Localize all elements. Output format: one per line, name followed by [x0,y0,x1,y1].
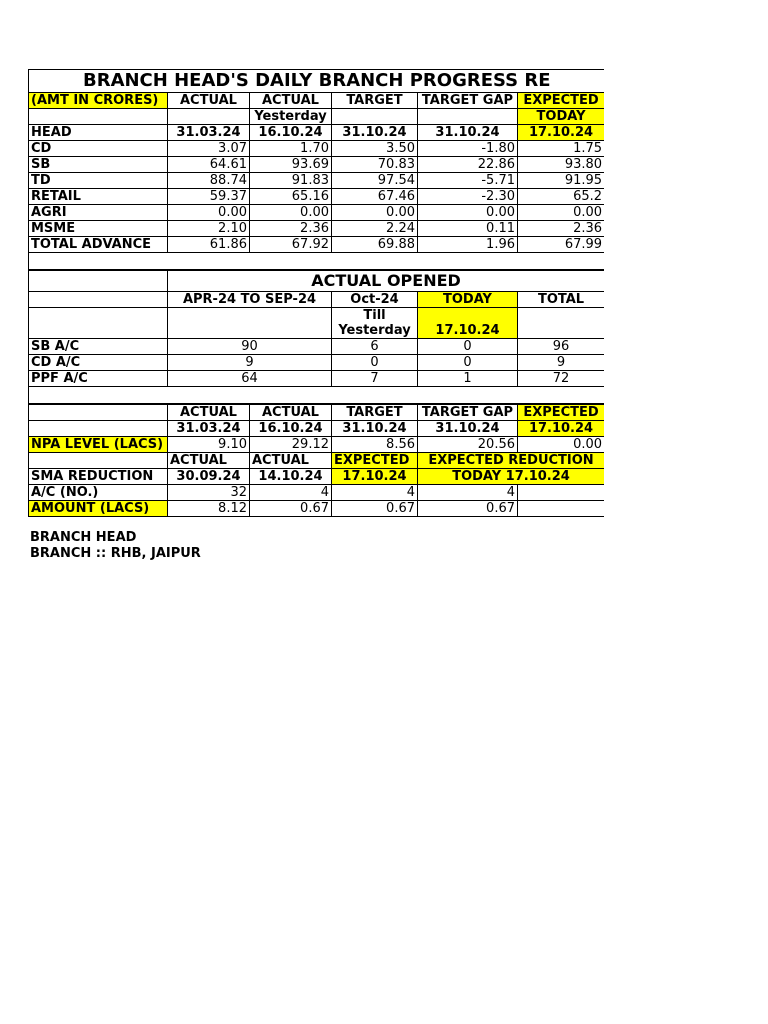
table3-header-row1 [29,404,605,421]
col-header: TARGET [332,404,418,421]
signatory-title: BRANCH HEAD [30,530,137,545]
col-header: 31.03.24 [168,125,250,141]
cell-value: 67.46 [332,189,418,205]
row-label: SMA REDUCTION [29,469,168,485]
col-header [332,109,418,125]
cell-value: 3.07 [168,141,250,157]
table-row [29,371,605,387]
ac-count-row [29,485,605,501]
cell-value: 72 [518,371,605,387]
table1-header-row1 [29,93,605,109]
col-header [418,109,518,125]
col-header: TARGET GAP [418,93,518,109]
table-row [29,189,605,205]
blank-cell [518,308,605,339]
table-row [29,237,605,253]
col-header: 31.10.24 [332,421,418,437]
cell-value: 0.11 [418,221,518,237]
col-header [168,109,250,125]
cell-value: 4 [332,485,418,501]
cell-value: 64.61 [168,157,250,173]
table-row [29,173,605,189]
cell-value: -2.30 [418,189,518,205]
actual-opened-title: ACTUAL OPENED [168,270,605,292]
cell-value: 6 [332,339,418,355]
col-header: TODAY 17.10.24 [418,469,605,485]
col-header: Oct-24 [332,292,418,308]
col-header: Yesterday [250,109,332,125]
table1-body [29,141,605,253]
cell-value: 1.70 [250,141,332,157]
cell-value: 96 [518,339,605,355]
cell-value: 20.56 [418,437,518,453]
blank-cell [29,421,168,437]
row-label: NPA LEVEL (LACS) [29,437,168,453]
col-header: 17.10.24 [418,308,518,339]
cell-value: 0.00 [332,205,418,221]
col-header: 17.10.24 [518,421,605,437]
cell-value: 4 [250,485,332,501]
signature-block [30,530,201,562]
row-label: PPF A/C [29,371,168,387]
cell-value: 8.12 [168,501,250,517]
table-row [29,157,605,173]
cell-value: 1 [418,371,518,387]
col-header: EXPECTED [518,404,605,421]
col-header: TODAY [518,109,605,125]
table-row [29,141,605,157]
progress-sheet [28,69,604,517]
col-header: ACTUAL [168,93,250,109]
cell-value: 2.10 [168,221,250,237]
cell-value: 0.67 [250,501,332,517]
col-header: APR-24 TO SEP-24 [168,292,332,308]
cell-value: 0.00 [518,205,605,221]
blank-cell [29,453,168,469]
table3-header-row2 [29,421,605,437]
blank-cell [29,270,168,292]
col-header: EXPECTED [332,453,418,469]
table2-header-row1 [29,292,605,308]
col-header: TARGET GAP [418,404,518,421]
row-label: RETAIL [29,189,168,205]
row-label: CD [29,141,168,157]
cell-value: 0 [418,355,518,371]
cell-value: 65.16 [250,189,332,205]
npa-level-row [29,437,605,453]
sma-header-row2 [29,469,605,485]
amount-row [29,501,605,517]
cell-value: 29.12 [250,437,332,453]
blank-cell [168,308,332,339]
cell-value: -5.71 [418,173,518,189]
cell-value: 90 [168,339,332,355]
cell-value: 93.80 [518,157,605,173]
col-header: TODAY [418,292,518,308]
cell-value: 4 [418,485,518,501]
report-table [28,69,604,517]
blank-cell [29,404,168,421]
col-header: 17.10.24 [332,469,418,485]
col-header: ACTUAL [168,453,250,469]
cell-value: 88.74 [168,173,250,189]
cell-value: 91.83 [250,173,332,189]
cell-value: 0.67 [332,501,418,517]
cell-value: 67.92 [250,237,332,253]
cell-value: 0.00 [518,437,605,453]
row-label: CD A/C [29,355,168,371]
col-header: 30.09.24 [168,469,250,485]
cell-value: -1.80 [418,141,518,157]
col-header: 31.03.24 [168,421,250,437]
table-row [29,339,605,355]
report-title: BRANCH HEAD'S DAILY BRANCH PROGRESS RE [29,70,605,93]
cell-value: 69.88 [332,237,418,253]
cell-value: 64 [168,371,332,387]
col-header: ACTUAL [250,93,332,109]
col-header: 14.10.24 [250,469,332,485]
cell-value: 0 [332,355,418,371]
cell-value: 1.96 [418,237,518,253]
cell-value: 1.75 [518,141,605,157]
amount-unit-label: (AMT IN CRORES) [29,93,168,109]
cell-value: 7 [332,371,418,387]
col-header: ACTUAL [250,453,332,469]
cell-value: 3.50 [332,141,418,157]
cell-value: 2.24 [332,221,418,237]
col-header [29,109,168,125]
cell-value: 0.00 [168,205,250,221]
table-row [29,205,605,221]
branch-name: BRANCH :: RHB, JAIPUR [30,546,201,561]
cell-value: 67.99 [518,237,605,253]
sma-header-row1 [29,453,605,469]
blank-cell [29,308,168,339]
col-header: 16.10.24 [250,125,332,141]
table-row [29,355,605,371]
row-label: MSME [29,221,168,237]
cell-value [518,501,605,517]
cell-value: 2.36 [250,221,332,237]
table2-title-row [29,270,605,292]
row-label: AGRI [29,205,168,221]
col-header: TOTAL [518,292,605,308]
row-label: SB A/C [29,339,168,355]
col-header: 17.10.24 [518,125,605,141]
cell-value: 32 [168,485,250,501]
col-header: EXPECTED [518,93,605,109]
col-header: 31.10.24 [332,125,418,141]
cell-value: 93.69 [250,157,332,173]
row-label: AMOUNT (LACS) [29,501,168,517]
table1-header-row3 [29,125,605,141]
cell-value: 8.56 [332,437,418,453]
row-label: TD [29,173,168,189]
cell-value: 2.36 [518,221,605,237]
row-label: SB [29,157,168,173]
cell-value: 91.95 [518,173,605,189]
col-header: ACTUAL [250,404,332,421]
cell-value: 9 [168,355,332,371]
cell-value: 9 [518,355,605,371]
cell-value: 0.00 [250,205,332,221]
col-header: HEAD [29,125,168,141]
spacer-row [29,387,605,405]
cell-value: 0 [418,339,518,355]
col-header: 31.10.24 [418,125,518,141]
blank-cell [29,292,168,308]
cell-value: 0.67 [418,501,518,517]
cell-value: 61.86 [168,237,250,253]
cell-value: 97.54 [332,173,418,189]
cell-value: 22.86 [418,157,518,173]
cell-value: 0.00 [418,205,518,221]
cell-value: 59.37 [168,189,250,205]
table-row [29,221,605,237]
table1-header-row2 [29,109,605,125]
cell-value: 9.10 [168,437,250,453]
col-header: ACTUAL [168,404,250,421]
col-header: TARGET [332,93,418,109]
spacer-row [29,253,605,271]
col-header: 16.10.24 [250,421,332,437]
table2-header-row2 [29,308,605,339]
till-yesterday-header: Till Yesterday [332,308,418,339]
cell-value [518,485,605,501]
cell-value: 70.83 [332,157,418,173]
cell-value: 65.2 [518,189,605,205]
col-header: EXPECTED REDUCTION [418,453,605,469]
row-label: A/C (NO.) [29,485,168,501]
row-label: TOTAL ADVANCE [29,237,168,253]
col-header: 31.10.24 [418,421,518,437]
table2-body [29,339,605,387]
